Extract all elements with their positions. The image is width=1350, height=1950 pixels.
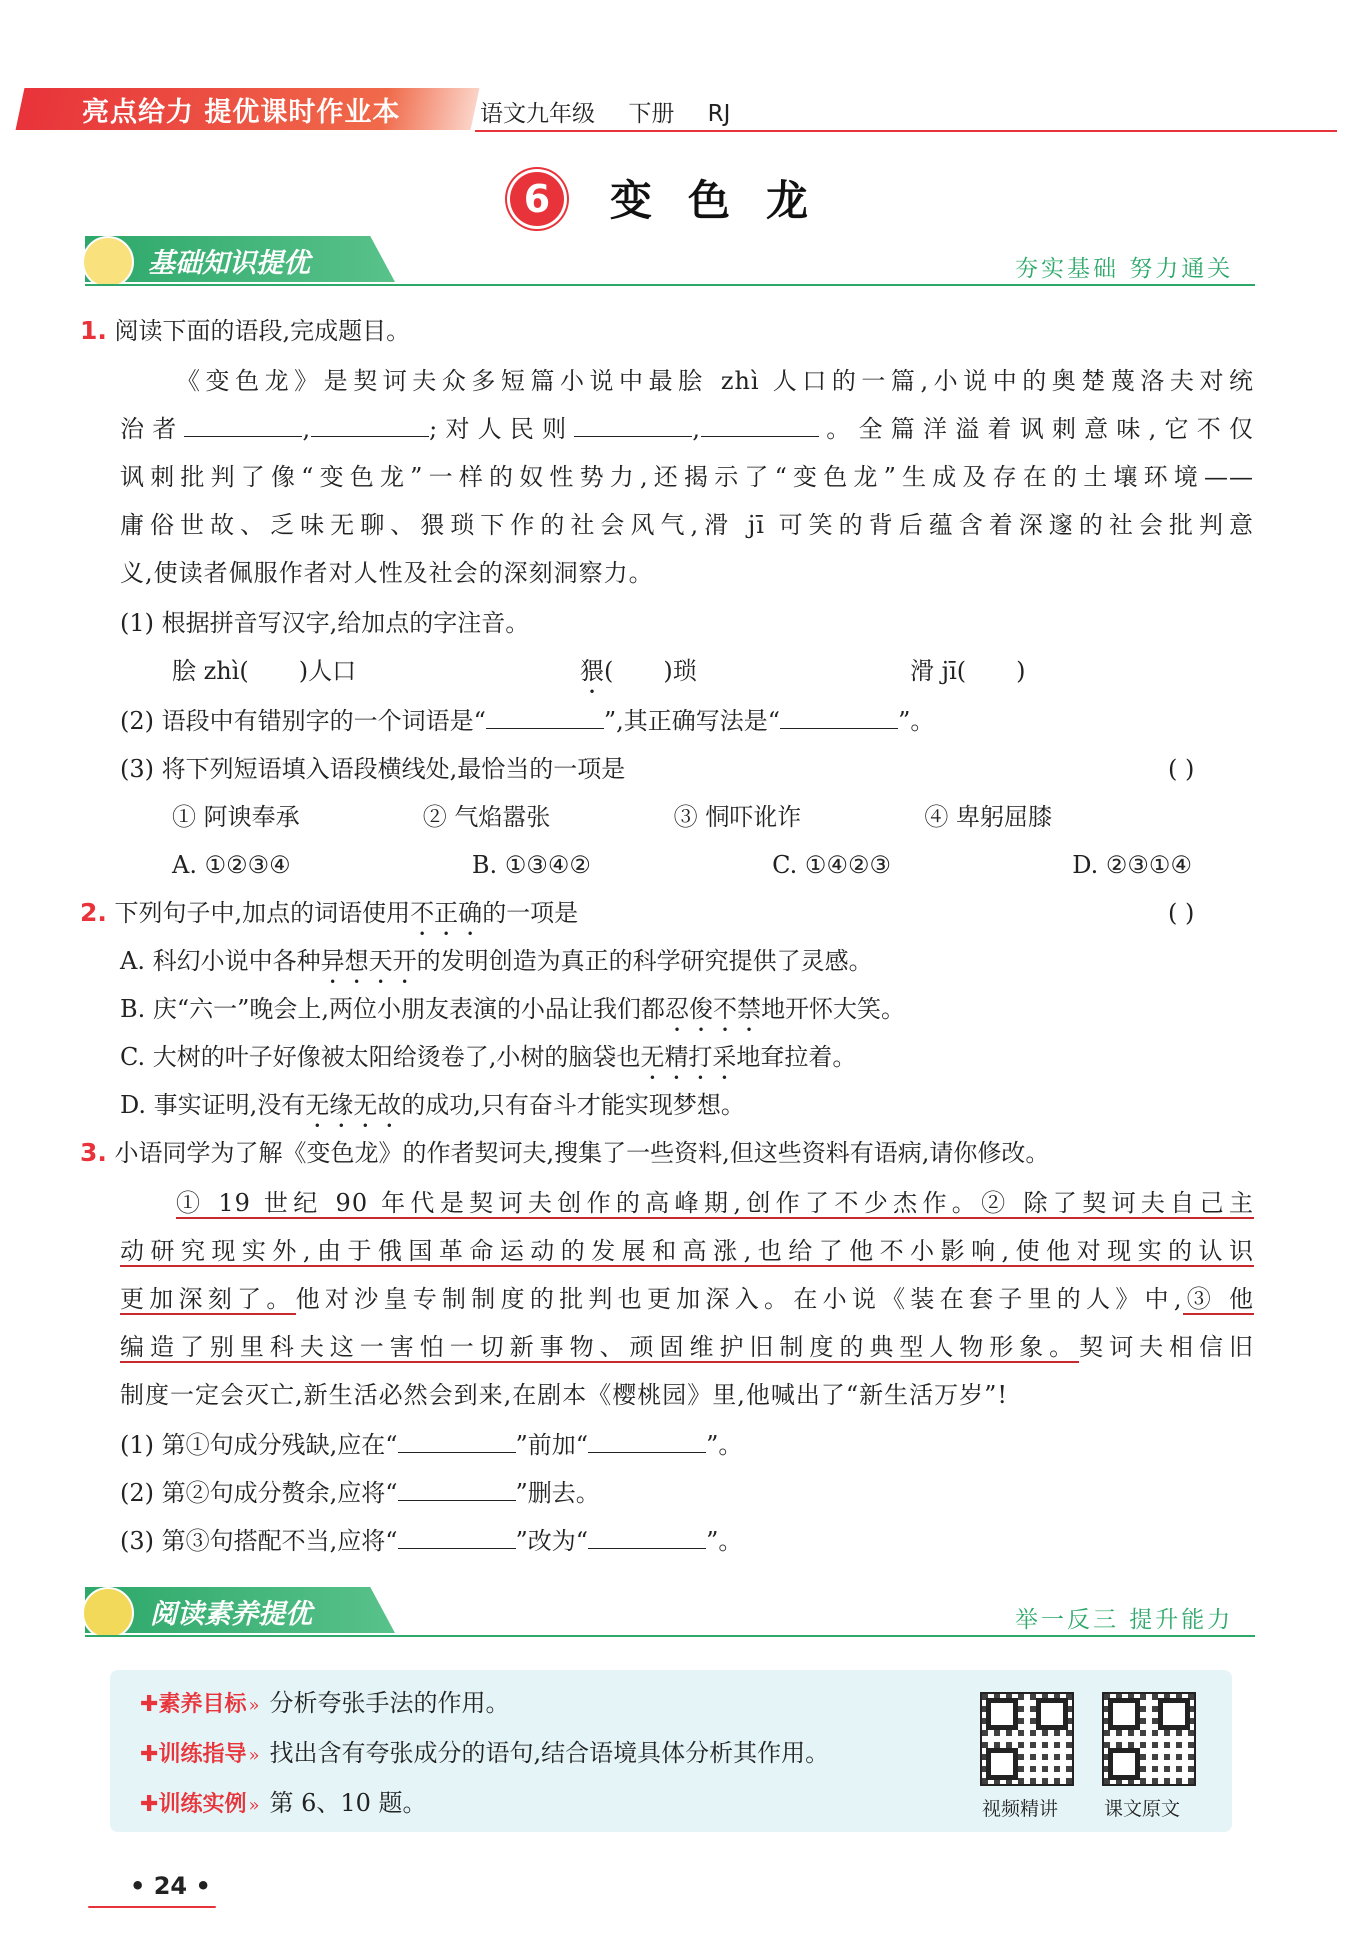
- option-text: 的成功,只有奋斗才能实现梦想。: [401, 1091, 745, 1119]
- qr-code-video[interactable]: [980, 1692, 1074, 1786]
- passage-text: ,: [302, 415, 312, 443]
- dotted-word: 无缘无故: [305, 1091, 402, 1119]
- guide-label: 训练指导: [158, 1742, 247, 1767]
- pinyin-prompt: )琐: [663, 657, 697, 685]
- question-text: (1) 第①句成分残缺,应在“: [120, 1431, 398, 1459]
- phrase-item: ④ 卑躬屈膝: [924, 803, 1052, 831]
- phrase-item: ③ 恫吓讹诈: [673, 803, 802, 831]
- question-text: (2) 语段中有错别字的一个词语是“: [120, 707, 486, 735]
- lesson-number-badge: 6: [510, 172, 564, 226]
- q1-phrase-list: [172, 798, 1052, 836]
- page-number: • 24 •: [130, 1872, 211, 1900]
- qr-code-text[interactable]: [1102, 1692, 1196, 1786]
- q3-sub3: [120, 1522, 742, 1560]
- answer-blank[interactable]: [588, 1430, 706, 1453]
- phrase-item: ① 阿谀奉承: [172, 803, 300, 831]
- goal-row: [140, 1684, 509, 1725]
- question-text: (2) 第②句成分赘余,应将“: [120, 1479, 398, 1507]
- question-text: ”。: [898, 707, 935, 735]
- underlined-sentence: 编造了别里科夫这一害怕一切新事物、顽固维护旧制度的典型人物形象。: [120, 1333, 1080, 1361]
- q1-sub1-item3: [910, 652, 1025, 690]
- q1-passage-line5: 义,使读者佩服作者对人性及社会的深刻洞察力。: [120, 559, 654, 587]
- question-text: ”。: [706, 1527, 743, 1555]
- q2-answer-paren[interactable]: ( ): [1168, 899, 1195, 927]
- question-text: 的一项是: [482, 899, 579, 927]
- q1-sub3: (3) 将下列短语填入语段横线处,最恰当的一项是: [120, 755, 626, 783]
- question-text: ”。: [706, 1431, 743, 1459]
- dotted-word: 不正确: [410, 899, 483, 927]
- q2-number: 2.: [80, 898, 107, 927]
- question-text: 下列句子中,加点的词语使用: [114, 899, 411, 927]
- section-title-reading: 阅读素养提优: [150, 1599, 312, 1630]
- option-b[interactable]: B. ①③④②: [471, 851, 591, 879]
- answer-blank[interactable]: [701, 414, 819, 437]
- q1-number: 1.: [80, 316, 107, 345]
- plus-icon: ✚: [140, 1692, 159, 1717]
- q3-passage-line4: [120, 1328, 1254, 1366]
- q3-stem: 小语同学为了解《变色龙》的作者契诃夫,搜集了一些资料,但这些资料有语病,请你修改。: [114, 1139, 1050, 1167]
- passage-text: ,: [692, 415, 702, 443]
- passage-text: ;对人民则: [429, 415, 575, 443]
- passage-text: 治者: [120, 415, 185, 443]
- option-text: B. 庆“六一”晚会上,两位小朋友表演的小品让我们都: [120, 995, 666, 1023]
- q2-option-c[interactable]: [120, 1038, 856, 1085]
- passage-text: 契诃夫相信旧: [1079, 1333, 1255, 1361]
- book-meta: [480, 95, 756, 128]
- pinyin-prompt: )人口: [298, 657, 357, 685]
- page-number-rule: [88, 1906, 216, 1908]
- pinyin-prompt: 脍 zhì(: [172, 657, 249, 685]
- dotted-word: 异想天开: [320, 947, 417, 975]
- underlined-sentence: ① 19 世纪 90 年代是契诃夫创作的高峰期,创作了不少杰作。② 除了契诃夫自己主: [176, 1189, 1254, 1217]
- pinyin-prompt: (: [604, 657, 614, 685]
- option-d[interactable]: D. ②③①④: [1072, 851, 1192, 879]
- plus-icon: ✚: [140, 1742, 159, 1767]
- answer-blank[interactable]: [184, 414, 302, 437]
- q3-number: 3.: [80, 1138, 107, 1167]
- answer-blank[interactable]: [588, 1526, 706, 1549]
- section-title-basic: 基础知识提优: [148, 248, 310, 279]
- section-slogan-reading: 举一反三 提升能力: [1015, 1607, 1234, 1633]
- underlined-sentence: ③ 他: [1182, 1285, 1254, 1313]
- dotted-word: 忍俊不禁: [665, 995, 762, 1023]
- q1-stem: 阅读下面的语段,完成题目。: [114, 317, 411, 345]
- q1-answer-paren[interactable]: ( ): [1168, 755, 1195, 783]
- section-rule-reading: [85, 1635, 1255, 1637]
- option-text: A. 科幻小说中各种: [120, 947, 321, 975]
- q3-passage-line3: [120, 1280, 1254, 1318]
- q1-option-list: [172, 846, 1192, 884]
- q1-stem-line: [80, 312, 410, 350]
- section-rule-basic: [85, 284, 1255, 286]
- dotted-word: 无精打采: [640, 1043, 737, 1071]
- q1-sub1: (1) 根据拼音写汉字,给加点的字注音。: [120, 609, 530, 637]
- section-slogan-basic: 夯实基础 努力通关: [1015, 256, 1234, 282]
- answer-blank[interactable]: [311, 414, 429, 437]
- answer-blank[interactable]: [398, 1478, 516, 1501]
- answer-blank[interactable]: [574, 414, 692, 437]
- double-chevron-icon: »: [248, 1695, 260, 1716]
- answer-blank[interactable]: [398, 1526, 516, 1549]
- volume-label: 下册: [628, 101, 675, 127]
- option-text: 的发明创造为真正的科学研究提供了灵感。: [416, 947, 873, 975]
- q3-stem-line: [80, 1134, 1049, 1172]
- question-text: ”删去。: [515, 1479, 600, 1507]
- answer-blank[interactable]: [486, 706, 604, 729]
- plus-icon: ✚: [140, 1792, 159, 1817]
- q1-sub1-item1: [172, 652, 356, 690]
- q3-passage-line5: 制度一定会灭亡,新生活必然会到来,在剧本《樱桃园》里,他喊出了“新生活万岁”!: [120, 1381, 1009, 1409]
- double-chevron-icon: »: [248, 1795, 260, 1816]
- q2-stem-line: [80, 894, 578, 941]
- passage-text: 他对沙皇专制制度的批判也更加深入。在小说《装在套子里的人》中,: [295, 1285, 1183, 1313]
- guide-text: 找出含有夸张成分的语句,结合语境具体分析其作用。: [269, 1739, 830, 1767]
- option-text: D. 事实证明,没有: [120, 1091, 306, 1119]
- double-chevron-icon: »: [248, 1745, 260, 1766]
- underlined-sentence: 更加深刻了。: [120, 1285, 296, 1313]
- answer-blank[interactable]: [780, 706, 898, 729]
- q1-passage-line3: 讽刺批判了像“变色龙”一样的奴性势力,还揭示了“变色龙”生成及存在的土壤环境——: [120, 463, 1254, 491]
- sprout-icon: [82, 1587, 134, 1639]
- option-a[interactable]: A. ①②③④: [172, 851, 291, 879]
- question-text: ”前加“: [515, 1431, 589, 1459]
- example-text: 第 6、10 题。: [269, 1789, 427, 1817]
- option-c[interactable]: C. ①④②③: [772, 851, 891, 879]
- pinyin-prompt: 滑 jī(: [910, 657, 967, 685]
- book-brand: 亮点给力 提优课时作业本: [82, 97, 401, 128]
- dotted-char: 猥: [580, 657, 604, 685]
- option-text: 地耷拉着。: [736, 1043, 857, 1071]
- edition-label: RJ: [707, 101, 731, 127]
- question-text: ”,其正确写法是“: [603, 707, 781, 735]
- q1-sub1-item2: [580, 652, 697, 699]
- phrase-item: ② 气焰嚣张: [422, 803, 551, 831]
- q2-option-a[interactable]: [120, 942, 873, 989]
- goal-text: 分析夸张手法的作用。: [269, 1689, 510, 1717]
- guide-row: [140, 1734, 829, 1775]
- option-text: 地开怀大笑。: [761, 995, 906, 1023]
- underlined-sentence: 动研究现实外,由于俄国革命运动的发展和高涨,也给了他不小影响,使他对现实的认识: [120, 1237, 1254, 1265]
- q1-passage-line4: 庸俗世故、乏味无聊、猥琐下作的社会风气,滑 jī 可笑的背后蕴含着深邃的社会批判意: [120, 511, 1254, 539]
- q1-passage-line2: [120, 410, 1254, 448]
- q2-option-d[interactable]: [120, 1086, 745, 1133]
- example-row: [140, 1784, 427, 1825]
- goal-label: 素养目标: [158, 1692, 247, 1717]
- q3-passage-line2: [120, 1232, 1254, 1270]
- question-text: ”改为“: [515, 1527, 589, 1555]
- q3-sub1: [120, 1426, 742, 1464]
- qr-caption-text: 课文原文: [1104, 1798, 1181, 1820]
- subject-label: 语文九年级: [480, 101, 595, 127]
- house-icon: [82, 236, 134, 288]
- example-label: 训练实例: [158, 1792, 247, 1817]
- question-text: (3) 第③句搭配不当,应将“: [120, 1527, 398, 1555]
- qr-caption-video: 视频精讲: [982, 1798, 1059, 1820]
- header-rule: [475, 130, 1337, 132]
- q1-passage-line1: 《变色龙》是契诃夫众多短篇小说中最脍 zhì 人口的一篇,小说中的奥楚蔑洛夫对统: [176, 367, 1254, 395]
- answer-blank[interactable]: [398, 1430, 516, 1453]
- passage-text: 。全篇洋溢着讽刺意味,它不仅: [819, 415, 1254, 443]
- q3-sub2: [120, 1474, 600, 1512]
- q2-option-b[interactable]: [120, 990, 905, 1037]
- pinyin-prompt: ): [1016, 657, 1026, 685]
- q1-sub2: [120, 702, 934, 740]
- q3-passage-line1: [176, 1184, 1254, 1222]
- lesson-title: 变色龙: [610, 176, 845, 225]
- option-text: C. 大树的叶子好像被太阳给烫卷了,小树的脑袋也: [120, 1043, 641, 1071]
